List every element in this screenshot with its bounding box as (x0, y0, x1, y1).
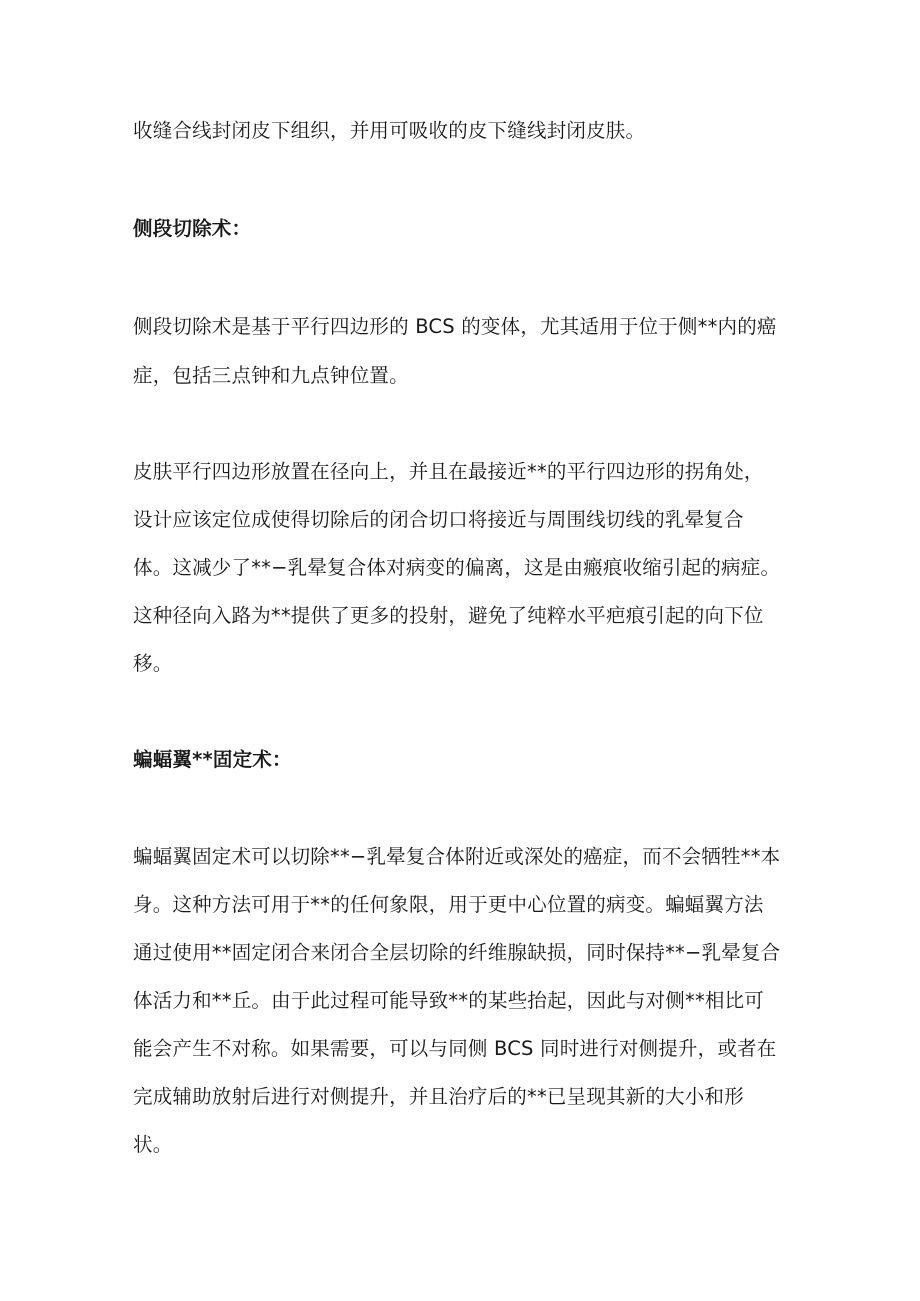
paragraph-line: 身。这种方法可用于**的任何象限，用于更中心位置的病变。蝙蝠翼方法 (133, 893, 764, 916)
paragraph-line: 症，包括三点钟和九点钟位置。 (133, 364, 409, 387)
paragraph-line: 侧段切除术是基于平行四边形的 BCS 的变体，尤其适用于位于侧**内的癌 (133, 315, 777, 338)
paragraph-line: 体活力和**丘。由于此过程可能导致**的某些抬起，因此与对侧**相比可 (133, 989, 765, 1012)
section-heading-lateral-segmentectomy: 侧段切除术： (133, 217, 252, 240)
paragraph-line: 蝙蝠翼固定术可以切除**−乳晕复合体附近或深处的癌症，而不会牺牲**本 (133, 845, 781, 868)
paragraph-line: 状。 (133, 1133, 173, 1156)
paragraph-line: 通过使用**固定闭合来闭合全层切除的纤维腺缺损，同时保持**−乳晕复合 (133, 941, 781, 964)
paragraph-line: 体。这减少了**−乳晕复合体对病变的偏离，这是由瘢痕收缩引起的病症。 (133, 556, 781, 579)
paragraph-line: 能会产生不对称。如果需要，可以与同侧 BCS 同时进行对侧提升，或者在 (133, 1037, 777, 1060)
intro-line-1: 收缝合线封闭皮下组织，并用可吸收的皮下缝线封闭皮肤。 (133, 119, 646, 142)
paragraph-line: 移。 (133, 652, 173, 675)
section-heading-batwing-mastopexy: 蝙蝠翼**固定术： (133, 748, 292, 771)
paragraph-line: 完成辅助放射后进行对侧提升，并且治疗后的**已呈现其新的大小和形 (133, 1085, 744, 1108)
paragraph-line: 皮肤平行四边形放置在径向上，并且在最接近**的平行四边形的拐角处， (133, 460, 764, 483)
paragraph-line: 这种径向入路为**提供了更多的投射，避免了纯粹水平疤痕引起的向下位 (133, 604, 764, 627)
paragraph-line: 设计应该定位成使得切除后的闭合切口将接近与周围线切线的乳晕复合 (133, 508, 744, 531)
